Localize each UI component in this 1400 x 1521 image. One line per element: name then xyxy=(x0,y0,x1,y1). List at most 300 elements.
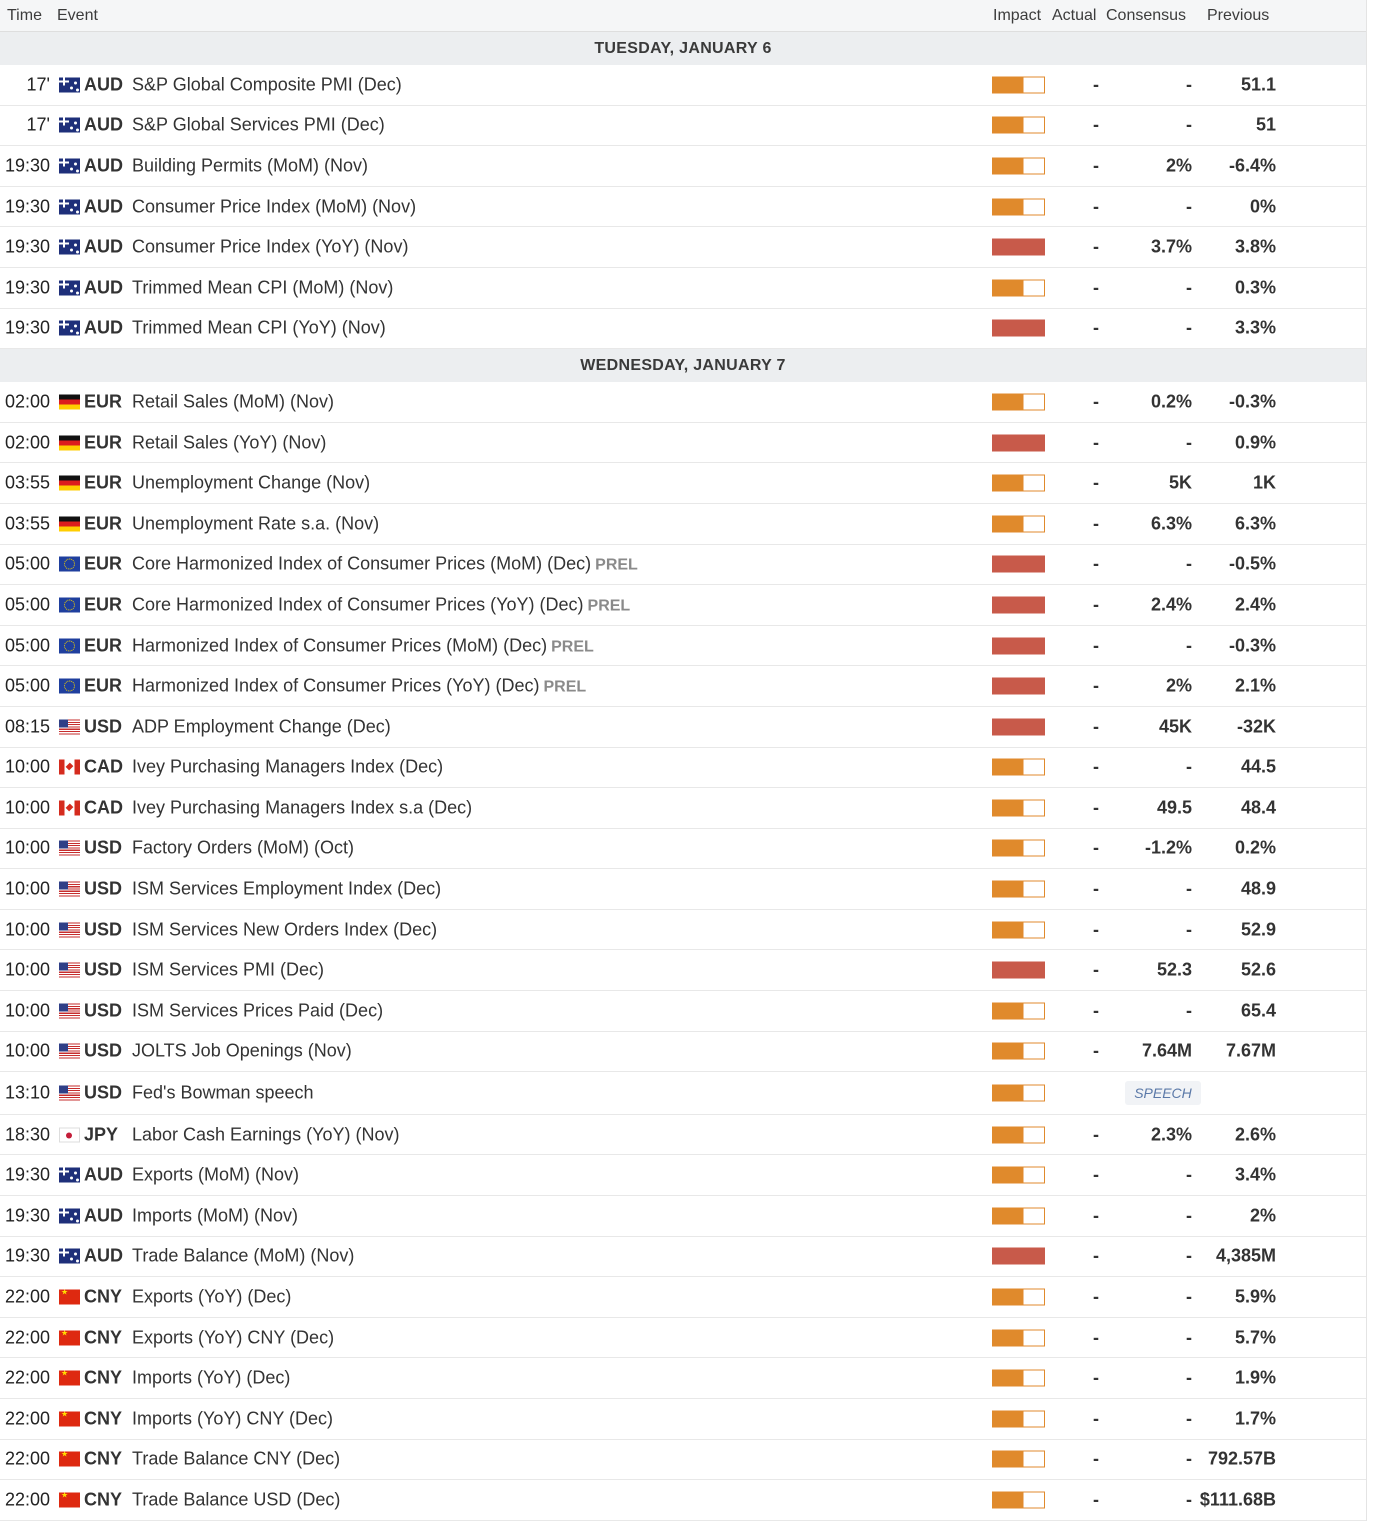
col-impact[interactable]: Impact xyxy=(993,7,1042,24)
actual-value: - xyxy=(1093,114,1099,135)
previous-value: 0.2% xyxy=(1234,837,1276,858)
event-name[interactable] xyxy=(132,391,334,412)
consensus-value: - xyxy=(1186,1245,1192,1266)
actual-value: - xyxy=(1093,1205,1099,1226)
event-name[interactable] xyxy=(132,513,379,534)
previous-value: 0% xyxy=(1249,196,1276,217)
event-title[interactable]: Trade Balance USD (Dec) xyxy=(132,1489,341,1510)
event-name[interactable] xyxy=(132,237,408,258)
event-row[interactable] xyxy=(0,1277,1366,1318)
actual-value: - xyxy=(1093,716,1099,737)
previous-value: 0.3% xyxy=(1234,277,1276,298)
consensus-value: 5K xyxy=(1168,472,1192,493)
event-row[interactable] xyxy=(0,382,1366,423)
australia-flag-icon xyxy=(59,158,80,173)
event-title[interactable]: S&P Global Services PMI (Dec) xyxy=(132,114,385,135)
currency-code: USD xyxy=(84,959,123,980)
event-row[interactable] xyxy=(0,545,1366,586)
consensus-value: 2% xyxy=(1165,675,1192,696)
actual-value: - xyxy=(1093,391,1099,412)
consensus-value: - xyxy=(1186,1448,1192,1469)
us-flag-icon xyxy=(59,882,80,897)
impact-high-indicator xyxy=(992,239,1045,256)
currency-code: EUR xyxy=(84,675,123,696)
event-title[interactable]: Exports (YoY) CNY (Dec) xyxy=(132,1327,335,1348)
previous-value: 51.1 xyxy=(1240,74,1276,95)
event-title[interactable]: Labor Cash Earnings (YoY) (Nov) xyxy=(132,1124,400,1145)
impact-high-indicator xyxy=(992,596,1045,613)
actual-value: - xyxy=(1093,277,1099,298)
impact-high-indicator xyxy=(992,962,1045,979)
event-name[interactable] xyxy=(132,1368,290,1389)
event-row[interactable] xyxy=(0,504,1366,545)
event-row[interactable] xyxy=(0,1440,1366,1481)
event-row[interactable] xyxy=(0,950,1366,991)
event-row[interactable] xyxy=(0,463,1366,504)
previous-value: 2.1% xyxy=(1234,675,1276,696)
impact-medium-indicator xyxy=(992,515,1045,532)
event-time: 03:55 xyxy=(4,472,50,493)
event-time: 19:30 xyxy=(4,1205,50,1226)
event-title[interactable]: Harmonized Index of Consumer Prices (YoY) (Dec) xyxy=(132,675,540,696)
previous-value: 51 xyxy=(1255,114,1276,135)
event-time: 02:00 xyxy=(4,432,50,453)
event-title[interactable]: Core Harmonized Index of Consumer Prices (MoM) (Dec) xyxy=(132,553,592,574)
event-name[interactable] xyxy=(132,196,416,217)
currency-code: CNY xyxy=(84,1489,123,1510)
event-title[interactable]: Unemployment Rate s.a. (Nov) xyxy=(132,513,380,534)
event-row[interactable] xyxy=(0,227,1366,268)
impact-medium-indicator xyxy=(992,76,1045,93)
previous-value: -0.5% xyxy=(1228,553,1276,574)
actual-value: - xyxy=(1093,1327,1099,1348)
event-time: 05:00 xyxy=(4,594,50,615)
event-row[interactable] xyxy=(0,1155,1366,1196)
us-flag-icon xyxy=(59,719,80,734)
event-time: 10:00 xyxy=(4,797,50,818)
previous-value: 2.6% xyxy=(1234,1124,1276,1145)
australia-flag-icon xyxy=(59,77,80,92)
impact-medium-indicator xyxy=(992,840,1045,857)
event-name[interactable] xyxy=(132,879,441,900)
event-row[interactable] xyxy=(0,187,1366,228)
event-row[interactable] xyxy=(0,1115,1366,1156)
event-name[interactable] xyxy=(132,919,437,940)
event-title[interactable]: S&P Global Composite PMI (Dec) xyxy=(132,74,402,95)
actual-value: - xyxy=(1093,317,1099,338)
event-row[interactable] xyxy=(0,991,1366,1032)
previous-value: 5.7% xyxy=(1234,1327,1276,1348)
previous-value: 7.67M xyxy=(1225,1040,1276,1061)
event-row[interactable] xyxy=(0,1196,1366,1237)
previous-value: 65.4 xyxy=(1240,1000,1276,1021)
previous-value: -32K xyxy=(1236,716,1276,737)
col-previous[interactable]: Previous xyxy=(1207,7,1270,24)
prel-tag: PREL xyxy=(543,678,587,696)
event-title[interactable]: Consumer Price Index (MoM) (Nov) xyxy=(132,196,417,217)
event-name[interactable] xyxy=(132,1041,352,1062)
event-title[interactable]: ISM Services New Orders Index (Dec) xyxy=(132,919,438,940)
consensus-value: - xyxy=(1186,756,1192,777)
event-title[interactable]: Unemployment Change (Nov) xyxy=(132,472,371,493)
previous-value: 52.6 xyxy=(1240,959,1276,980)
actual-value: - xyxy=(1093,1489,1099,1510)
actual-value: - xyxy=(1093,837,1099,858)
currency-code: CNY xyxy=(84,1286,123,1307)
event-time: 13:10 xyxy=(4,1082,50,1103)
currency-code: CNY xyxy=(84,1408,123,1429)
actual-value: - xyxy=(1093,1367,1099,1388)
event-title[interactable]: Factory Orders (MoM) (Oct) xyxy=(132,837,355,858)
actual-value: - xyxy=(1093,1124,1099,1145)
previous-value: 52.9 xyxy=(1240,919,1276,940)
event-time: 05:00 xyxy=(4,553,50,574)
currency-code: CNY xyxy=(84,1367,123,1388)
event-name[interactable] xyxy=(132,1449,340,1470)
currency-code: EUR xyxy=(84,432,123,453)
event-time: 22:00 xyxy=(4,1448,50,1469)
event-name[interactable] xyxy=(132,757,443,778)
event-name[interactable] xyxy=(132,594,630,615)
actual-value: - xyxy=(1093,155,1099,176)
event-time: 22:00 xyxy=(4,1327,50,1348)
event-title[interactable]: Exports (MoM) (Nov) xyxy=(132,1164,300,1185)
eu-flag-icon xyxy=(59,597,80,612)
event-name[interactable] xyxy=(132,635,594,656)
event-time: 17' xyxy=(26,74,50,95)
event-row[interactable] xyxy=(0,1358,1366,1399)
col-time[interactable]: Time xyxy=(7,7,42,24)
consensus-value: 52.3 xyxy=(1156,959,1192,980)
event-time: 10:00 xyxy=(4,878,50,899)
actual-value: - xyxy=(1093,675,1099,696)
event-time: 10:00 xyxy=(4,959,50,980)
previous-value: 4,385M xyxy=(1215,1245,1276,1266)
event-time: 19:30 xyxy=(4,196,50,217)
table-header xyxy=(0,0,1366,32)
previous-value: 6.3% xyxy=(1234,513,1276,534)
previous-value: 5.9% xyxy=(1234,1286,1276,1307)
consensus-value: - xyxy=(1186,1408,1192,1429)
event-name[interactable] xyxy=(132,1083,314,1104)
impact-medium-indicator xyxy=(992,1085,1045,1102)
impact-medium-indicator xyxy=(992,475,1045,492)
event-title[interactable]: Exports (YoY) (Dec) xyxy=(132,1286,292,1307)
event-title[interactable]: Ivey Purchasing Managers Index s.a (Dec) xyxy=(132,797,473,818)
impact-medium-indicator xyxy=(992,1329,1045,1346)
consensus-value: 2.4% xyxy=(1150,594,1192,615)
prel-tag: PREL xyxy=(587,597,631,615)
event-time: 19:30 xyxy=(4,317,50,338)
col-actual[interactable]: Actual xyxy=(1052,7,1097,24)
event-name[interactable] xyxy=(132,74,402,95)
previous-value: 48.9 xyxy=(1240,878,1276,899)
germany-flag-icon xyxy=(59,435,80,450)
speech-badge: SPEECH xyxy=(1125,1081,1201,1105)
impact-medium-indicator xyxy=(992,393,1045,410)
consensus-value: - xyxy=(1186,1489,1192,1510)
event-name[interactable] xyxy=(132,554,638,575)
china-flag-icon xyxy=(59,1492,80,1507)
event-name[interactable] xyxy=(132,838,354,859)
consensus-value: - xyxy=(1186,196,1192,217)
event-name[interactable] xyxy=(132,1000,383,1021)
currency-code: EUR xyxy=(84,391,123,412)
currency-code: AUD xyxy=(84,1205,123,1226)
consensus-value: - xyxy=(1186,919,1192,940)
actual-value: - xyxy=(1093,959,1099,980)
consensus-value: -1.2% xyxy=(1144,837,1192,858)
currency-code: AUD xyxy=(84,74,123,95)
event-name[interactable] xyxy=(132,1287,291,1308)
currency-code: USD xyxy=(84,837,123,858)
event-title[interactable]: Retail Sales (MoM) (Nov) xyxy=(132,391,335,412)
event-title[interactable]: ISM Services PMI (Dec) xyxy=(132,959,325,980)
currency-code: EUR xyxy=(84,635,123,656)
germany-flag-icon xyxy=(59,516,80,531)
actual-value: - xyxy=(1093,797,1099,818)
event-time: 17' xyxy=(26,114,50,135)
event-row[interactable] xyxy=(0,1072,1366,1115)
event-name[interactable] xyxy=(132,1165,299,1186)
consensus-value: - xyxy=(1186,1205,1192,1226)
event-row[interactable] xyxy=(0,106,1366,147)
germany-flag-icon xyxy=(59,476,80,491)
event-row[interactable] xyxy=(0,788,1366,829)
event-time: 18:30 xyxy=(4,1124,50,1145)
impact-high-indicator xyxy=(992,556,1045,573)
impact-high-indicator xyxy=(992,678,1045,695)
consensus-value: - xyxy=(1186,1286,1192,1307)
event-row[interactable] xyxy=(0,829,1366,870)
event-title[interactable]: Core Harmonized Index of Consumer Prices (YoY) (Dec) xyxy=(132,594,584,615)
event-time: 22:00 xyxy=(4,1286,50,1307)
actual-value: - xyxy=(1093,236,1099,257)
china-flag-icon xyxy=(59,1330,80,1345)
event-row[interactable] xyxy=(0,146,1366,187)
australia-flag-icon xyxy=(59,280,80,295)
actual-value: - xyxy=(1093,1164,1099,1185)
previous-value: 3.4% xyxy=(1234,1164,1276,1185)
currency-code: EUR xyxy=(84,513,123,534)
event-name[interactable] xyxy=(132,1246,354,1267)
australia-flag-icon xyxy=(59,1249,80,1264)
consensus-value: - xyxy=(1186,635,1192,656)
consensus-value: - xyxy=(1186,553,1192,574)
event-title[interactable]: Trade Balance (MoM) (Nov) xyxy=(132,1245,355,1266)
event-name[interactable] xyxy=(132,1408,333,1429)
impact-high-indicator xyxy=(992,718,1045,735)
event-time: 22:00 xyxy=(4,1367,50,1388)
consensus-value: - xyxy=(1186,432,1192,453)
event-time: 19:30 xyxy=(4,1245,50,1266)
event-title[interactable]: Imports (YoY) CNY (Dec) xyxy=(132,1408,334,1429)
event-row[interactable] xyxy=(0,869,1366,910)
event-row[interactable] xyxy=(0,423,1366,464)
currency-code: EUR xyxy=(84,553,123,574)
previous-value: 3.8% xyxy=(1234,236,1276,257)
event-name[interactable] xyxy=(132,115,385,136)
impact-high-indicator xyxy=(992,637,1045,654)
previous-value: 2.4% xyxy=(1234,594,1276,615)
event-row[interactable] xyxy=(0,268,1366,309)
impact-medium-indicator xyxy=(992,1370,1045,1387)
event-row[interactable] xyxy=(0,1237,1366,1278)
consensus-value: - xyxy=(1186,878,1192,899)
event-title[interactable]: ADP Employment Change (Dec) xyxy=(132,716,391,737)
event-title[interactable]: Imports (YoY) (Dec) xyxy=(132,1367,291,1388)
impact-medium-indicator xyxy=(992,1410,1045,1427)
currency-code: CAD xyxy=(84,756,123,777)
calendar-body xyxy=(0,32,1366,1521)
event-name[interactable] xyxy=(132,716,391,737)
event-time: 10:00 xyxy=(4,919,50,940)
event-row[interactable] xyxy=(0,707,1366,748)
event-title[interactable]: ISM Services Prices Paid (Dec) xyxy=(132,1000,384,1021)
australia-flag-icon xyxy=(59,199,80,214)
event-name[interactable] xyxy=(132,432,326,453)
currency-code: USD xyxy=(84,919,123,940)
col-event[interactable]: Event xyxy=(57,7,98,24)
event-time: 05:00 xyxy=(4,675,50,696)
event-name[interactable] xyxy=(132,960,324,981)
currency-code: AUD xyxy=(84,317,123,338)
previous-value: -0.3% xyxy=(1228,391,1276,412)
event-row[interactable] xyxy=(0,65,1366,106)
event-name[interactable] xyxy=(132,318,386,339)
consensus-value: - xyxy=(1186,277,1192,298)
consensus-value: 3.7% xyxy=(1150,236,1192,257)
event-name[interactable] xyxy=(132,277,393,298)
event-name[interactable] xyxy=(132,155,368,176)
event-row[interactable] xyxy=(0,1318,1366,1359)
germany-flag-icon xyxy=(59,394,80,409)
event-time: 22:00 xyxy=(4,1489,50,1510)
event-title[interactable]: Ivey Purchasing Managers Index (Dec) xyxy=(132,756,444,777)
australia-flag-icon xyxy=(59,321,80,336)
event-title[interactable]: Trade Balance CNY (Dec) xyxy=(132,1448,341,1469)
event-row[interactable] xyxy=(0,748,1366,789)
us-flag-icon xyxy=(59,1003,80,1018)
consensus-value: - xyxy=(1186,1164,1192,1185)
actual-value: - xyxy=(1093,513,1099,534)
currency-code: AUD xyxy=(84,1245,123,1266)
actual-value: - xyxy=(1093,553,1099,574)
event-title[interactable]: ISM Services Employment Index (Dec) xyxy=(132,878,442,899)
event-name[interactable] xyxy=(132,1124,399,1145)
event-name[interactable] xyxy=(132,797,472,818)
previous-value: 44.5 xyxy=(1240,756,1276,777)
event-row[interactable] xyxy=(0,666,1366,707)
currency-code: AUD xyxy=(84,277,123,298)
currency-code: AUD xyxy=(84,236,123,257)
event-title[interactable]: Consumer Price Index (YoY) (Nov) xyxy=(132,236,409,257)
consensus-value: - xyxy=(1186,1000,1192,1021)
australia-flag-icon xyxy=(59,1208,80,1223)
event-time: 10:00 xyxy=(4,837,50,858)
currency-code: CNY xyxy=(84,1327,123,1348)
event-name[interactable] xyxy=(132,1205,298,1226)
event-title[interactable]: Harmonized Index of Consumer Prices (MoM) (Dec) xyxy=(132,635,548,656)
actual-value: - xyxy=(1093,635,1099,656)
event-name[interactable] xyxy=(132,1327,334,1348)
event-title[interactable]: JOLTS Job Openings (Nov) xyxy=(132,1040,352,1061)
actual-value: - xyxy=(1093,756,1099,777)
event-title[interactable]: Trimmed Mean CPI (YoY) (Nov) xyxy=(132,317,386,338)
event-title[interactable]: Fed's Bowman speech xyxy=(132,1082,314,1103)
china-flag-icon xyxy=(59,1411,80,1426)
impact-medium-indicator xyxy=(992,279,1045,296)
event-row[interactable] xyxy=(0,585,1366,626)
event-title[interactable]: Retail Sales (YoY) (Nov) xyxy=(132,432,327,453)
consensus-value: - xyxy=(1186,1367,1192,1388)
impact-medium-indicator xyxy=(992,921,1045,938)
currency-code: USD xyxy=(84,1040,123,1061)
previous-value: 1K xyxy=(1252,472,1276,493)
event-row[interactable] xyxy=(0,1399,1366,1440)
col-consensus[interactable]: Consensus xyxy=(1106,7,1187,24)
us-flag-icon xyxy=(59,1086,80,1101)
event-title[interactable]: Imports (MoM) (Nov) xyxy=(132,1205,298,1226)
consensus-value: - xyxy=(1186,114,1192,135)
event-row[interactable] xyxy=(0,626,1366,667)
china-flag-icon xyxy=(59,1371,80,1386)
currency-code: AUD xyxy=(84,155,123,176)
currency-code: USD xyxy=(84,716,123,737)
currency-code: JPY xyxy=(84,1124,119,1145)
impact-medium-indicator xyxy=(992,1289,1045,1306)
consensus-value: - xyxy=(1186,317,1192,338)
actual-value: - xyxy=(1093,1040,1099,1061)
currency-code: EUR xyxy=(84,594,123,615)
consensus-value: 45K xyxy=(1158,716,1192,737)
currency-code: USD xyxy=(84,1082,123,1103)
previous-value: -0.3% xyxy=(1228,635,1276,656)
us-flag-icon xyxy=(59,922,80,937)
event-row[interactable] xyxy=(0,1480,1366,1521)
event-time: 03:55 xyxy=(4,513,50,534)
consensus-value: 2% xyxy=(1165,155,1192,176)
event-title[interactable]: Trimmed Mean CPI (MoM) (Nov) xyxy=(132,277,394,298)
impact-medium-indicator xyxy=(992,799,1045,816)
eu-flag-icon xyxy=(59,557,80,572)
currency-code: AUD xyxy=(84,114,123,135)
australia-flag-icon xyxy=(59,118,80,133)
japan-flag-icon xyxy=(59,1127,80,1142)
event-row[interactable] xyxy=(0,1032,1366,1073)
event-row[interactable] xyxy=(0,910,1366,951)
event-time: 19:30 xyxy=(4,155,50,176)
impact-medium-indicator xyxy=(992,1043,1045,1060)
previous-value: 48.4 xyxy=(1240,797,1276,818)
australia-flag-icon xyxy=(59,1168,80,1183)
actual-value: - xyxy=(1093,594,1099,615)
china-flag-icon xyxy=(59,1452,80,1467)
day-header: TUESDAY, JANUARY 6 xyxy=(0,32,1366,65)
event-row[interactable] xyxy=(0,309,1366,350)
event-time: 02:00 xyxy=(4,391,50,412)
event-name[interactable] xyxy=(132,473,370,494)
us-flag-icon xyxy=(59,1044,80,1059)
event-title[interactable]: Building Permits (MoM) (Nov) xyxy=(132,155,369,176)
event-time: 10:00 xyxy=(4,1000,50,1021)
day-header: WEDNESDAY, JANUARY 7 xyxy=(0,349,1366,382)
event-name[interactable] xyxy=(132,676,586,697)
china-flag-icon xyxy=(59,1290,80,1305)
previous-value: 0.9% xyxy=(1234,432,1276,453)
previous-value: 792.57B xyxy=(1207,1448,1276,1469)
previous-value: -6.4% xyxy=(1228,155,1276,176)
